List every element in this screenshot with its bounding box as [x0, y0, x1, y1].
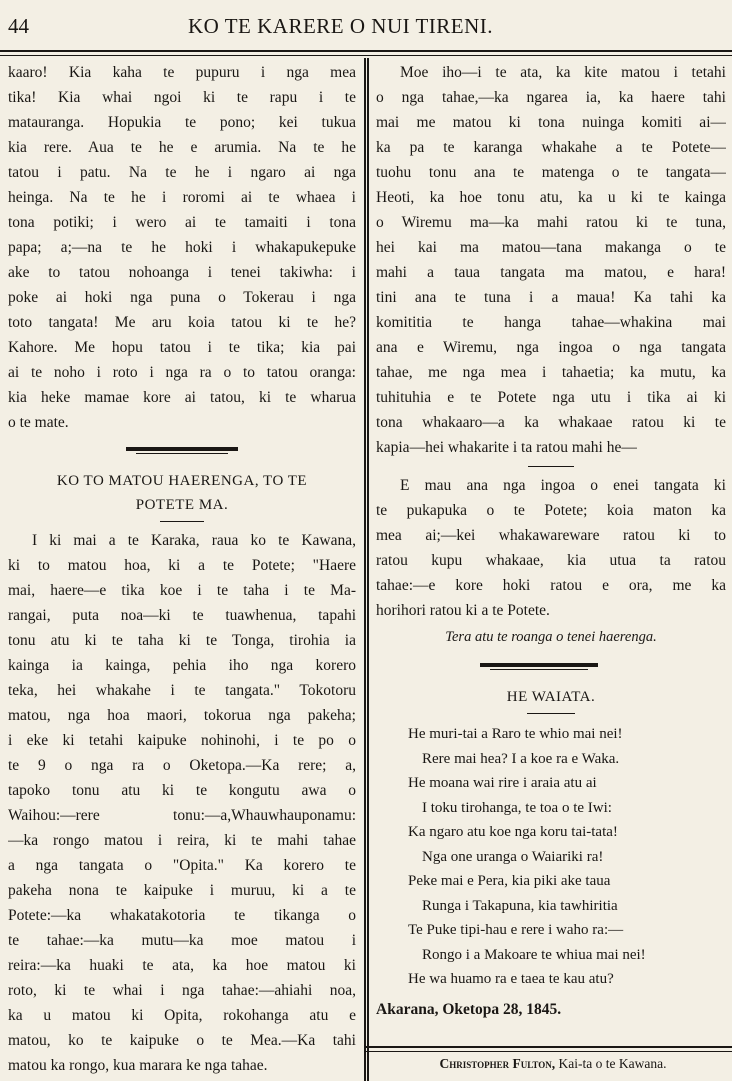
text-line: Kahore. Me hopu tatou i te tika; kia pai	[8, 339, 356, 356]
poem-line: Ka ngaro atu koe nga koru tai-tata!	[408, 824, 618, 840]
text-line: toto tangata! Me aru koia tatou ki te he?	[8, 314, 356, 331]
text-line: heinga. Na te he i roromi ai te whaea i	[8, 189, 356, 206]
text-line: mahi a taua tangata ma matou, e hara!	[376, 264, 726, 281]
poem-line: I toku tirohanga, te toa o te Iwi:	[422, 799, 612, 816]
text-line: kaaro! Kia kaha te pupuru i nga mea	[8, 64, 356, 81]
text-line: poke ai hoki nga puna o Tokerau i nga	[8, 289, 356, 306]
text-line: hei kai ma matou—tana makanga o te	[376, 239, 726, 256]
text-line: tika! Kia whai ngoi ki te rapu i te	[8, 89, 356, 106]
poem-line: He moana wai rire i araia atu ai	[408, 775, 597, 791]
right-paragraph-2	[376, 473, 726, 623]
printer-name: Christopher Fulton,	[439, 1056, 556, 1071]
poem-line: Runga i Takapuna, kia tawhiritia	[422, 897, 618, 914]
text-line: tatou i patu. Na te he i ngaro ai nga	[8, 164, 356, 181]
poem-line: Te Puke tipi-hau e rere i waho ra:—	[408, 922, 624, 938]
poem-line: Nga one uranga o Waiariki ra!	[422, 848, 604, 865]
left-paragraph-2	[8, 528, 356, 1078]
text-line: tuhituhia e te Potete nga utu i tika ai ki	[376, 389, 726, 406]
column-divider	[364, 58, 366, 1081]
text-line: papa; a;—na te he hoki i whakapukepuke	[8, 239, 356, 256]
page-number: 44	[8, 14, 29, 38]
text-line: mea ai;—kei whakawareware ratou ki to	[376, 527, 726, 544]
header-rule-thin	[0, 55, 732, 56]
heading-line: KO TO MATOU HAERENGA, TO TE	[56, 473, 308, 489]
text-line: mai me matou ki tona nuinga komiti ai—	[376, 114, 726, 131]
text-line: o Wiremu ma—ka mahi ratou ki te tuna,	[376, 214, 726, 231]
text-line: rangai, puta noa—ki te tuawhenua, tapahi	[8, 607, 356, 624]
text-line: horihori ratou ki a te Potete.	[376, 602, 550, 619]
printer-role: Kai-ta o te Kawana.	[558, 1056, 667, 1071]
poem-line: He wa huamo ra e taea te kau atu?	[408, 971, 614, 987]
newspaper-title: KO TE KARERE O NUI TIRENI.	[188, 14, 494, 38]
text-line: a nga tangata o "Opita." Ka korero te	[8, 857, 356, 874]
text-line: tini ana te tuna i a maua! Ka tahi ka	[376, 289, 726, 306]
text-line: Potete:—ka whakatakotoria te tikanga o	[8, 907, 356, 924]
text-line: Heoti, ka hoe tonu atu, ka u ki te kainga	[376, 189, 726, 206]
text-line: kia rere. Aua te he e arumia. Na te he	[8, 139, 356, 156]
text-line: ratou kupu whakaae, kia utua ta ratou	[376, 552, 726, 569]
text-line: teka, hei whakahe i te tangata." Tokotoru	[8, 682, 356, 699]
text-line: kainga ia kainga, pehia iho nga korero	[8, 657, 356, 674]
text-line: tona whakaaro—a ka whakaae ratou ki te	[376, 414, 726, 431]
poem-title-rule	[527, 713, 575, 714]
printer-imprint	[380, 1056, 726, 1072]
text-line: E mau ana nga ingoa o enei tangata ki	[400, 477, 726, 494]
text-line: matou, nga hoa maori, tokorua nga pakeha;	[8, 707, 356, 724]
header-rule-thick	[0, 50, 732, 52]
text-line: reira:—ka huaki te ata, ka hoe matou ki	[8, 957, 356, 974]
text-line: ai te noho i roto i nga ra o to tatou oranga:	[8, 364, 356, 381]
page-header	[0, 0, 732, 50]
text-line: matou, ko te kaipuke o te Mea.—Ka tahi	[8, 1032, 356, 1049]
text-line: Waihou:—rere tonu:—a,Whauwhauponamu:	[8, 807, 356, 824]
text-line: tonu atu ki te taha ki te Tonga, tirohia ia	[8, 632, 356, 649]
dateline: Akarana, Oketopa 28, 1845.	[376, 1000, 562, 1018]
right-column	[376, 60, 726, 1024]
text-line: i eke ki tetahi kaipuke nohinohi, i te po o	[8, 732, 356, 749]
text-line: roto, ki te whai i nga tahae:—ahiahi noa,	[8, 982, 356, 999]
text-line: ki to matou hoa, ki a te Potete; "Haere	[8, 557, 356, 574]
text-line: tona potiki; i wero ai te tamaiti i tona	[8, 214, 356, 231]
right-paragraph-1	[376, 60, 726, 460]
text-line: komititia te hanga tahae—whakina mai	[376, 314, 726, 331]
text-line: ka pa te karanga whakahe a te Potete—	[376, 139, 726, 156]
poem-line: Peke mai e Pera, kia piki ake taua	[408, 873, 611, 889]
text-line: te pukapuka o te Potete; koia maton ka	[376, 502, 726, 519]
text-line: kia heke mamae kore ai tatou, ki te wharua	[8, 389, 356, 406]
text-line: pakeha nona te kaipuke i muruu, ki a te	[8, 882, 356, 899]
left-column	[8, 60, 356, 1078]
text-line: tahae:—e kore hoki ratou e ora, me ka	[376, 577, 726, 594]
text-line: I ki mai a te Karaka, raua ko te Kawana,	[32, 532, 356, 549]
text-line: matauranga. Hopukia te pono; kei tukua	[8, 114, 356, 131]
poem-line: He muri-tai a Raro te whio mai nei!	[408, 726, 623, 742]
text-line: o te mate.	[8, 414, 69, 431]
text-line: ake to tatou nohoanga i tenei takiwha: i	[8, 264, 356, 281]
text-line: mai, haere—e tika koe i te taha i te Ma-	[8, 582, 356, 599]
poem-line: Rere mai hea? I a koe ra e Waka.	[422, 750, 620, 767]
text-line: tuohu tonu ana te matenga o te tangata—	[376, 164, 726, 181]
text-line: —ka rongo matou i reira, ki te mahi tahae	[8, 832, 356, 849]
continued-note: Tera atu te roanga o tenei haerenga.	[445, 629, 657, 645]
text-line: te 9 o nga ra o Oketopa.—Ka rere; a,	[8, 757, 356, 774]
text-line: Moe iho—i te ata, ka kite matou i tetahi	[400, 64, 726, 81]
text-line: kapia—hei whakarite i ta ratou mahi he—	[376, 439, 637, 456]
poem-title: HE WAIATA.	[506, 689, 596, 705]
left-paragraph-1	[8, 60, 356, 435]
text-line: te tahae:—ka mutu—ka moe matou i	[8, 932, 356, 949]
article-heading	[8, 469, 356, 517]
text-line: matou ka rongo, kua marara ke nga tahae.	[8, 1057, 268, 1074]
text-line: tapoko tonu atu ki te kongutu awa o	[8, 782, 356, 799]
poem-ornament	[376, 655, 726, 677]
heading-line: POTETE MA.	[135, 497, 229, 513]
footer-rules	[366, 1046, 732, 1052]
text-line: ana e Wiremu, nga ingoa o nga tangata	[376, 339, 726, 356]
paragraph-rule	[528, 466, 574, 467]
poem-line: Rongo i a Makoare te whiua mai nei!	[422, 946, 646, 963]
text-line: tahae, me nga mea i tahaetia; ka mutu, ka	[376, 364, 726, 381]
text-line: ka u matou ki Opita, rokohanga atu e	[8, 1007, 356, 1024]
poem	[376, 722, 726, 992]
section-ornament	[8, 439, 356, 461]
text-line: o nga tahae,—ka ngarea ia, ka haere tahi	[376, 89, 726, 106]
